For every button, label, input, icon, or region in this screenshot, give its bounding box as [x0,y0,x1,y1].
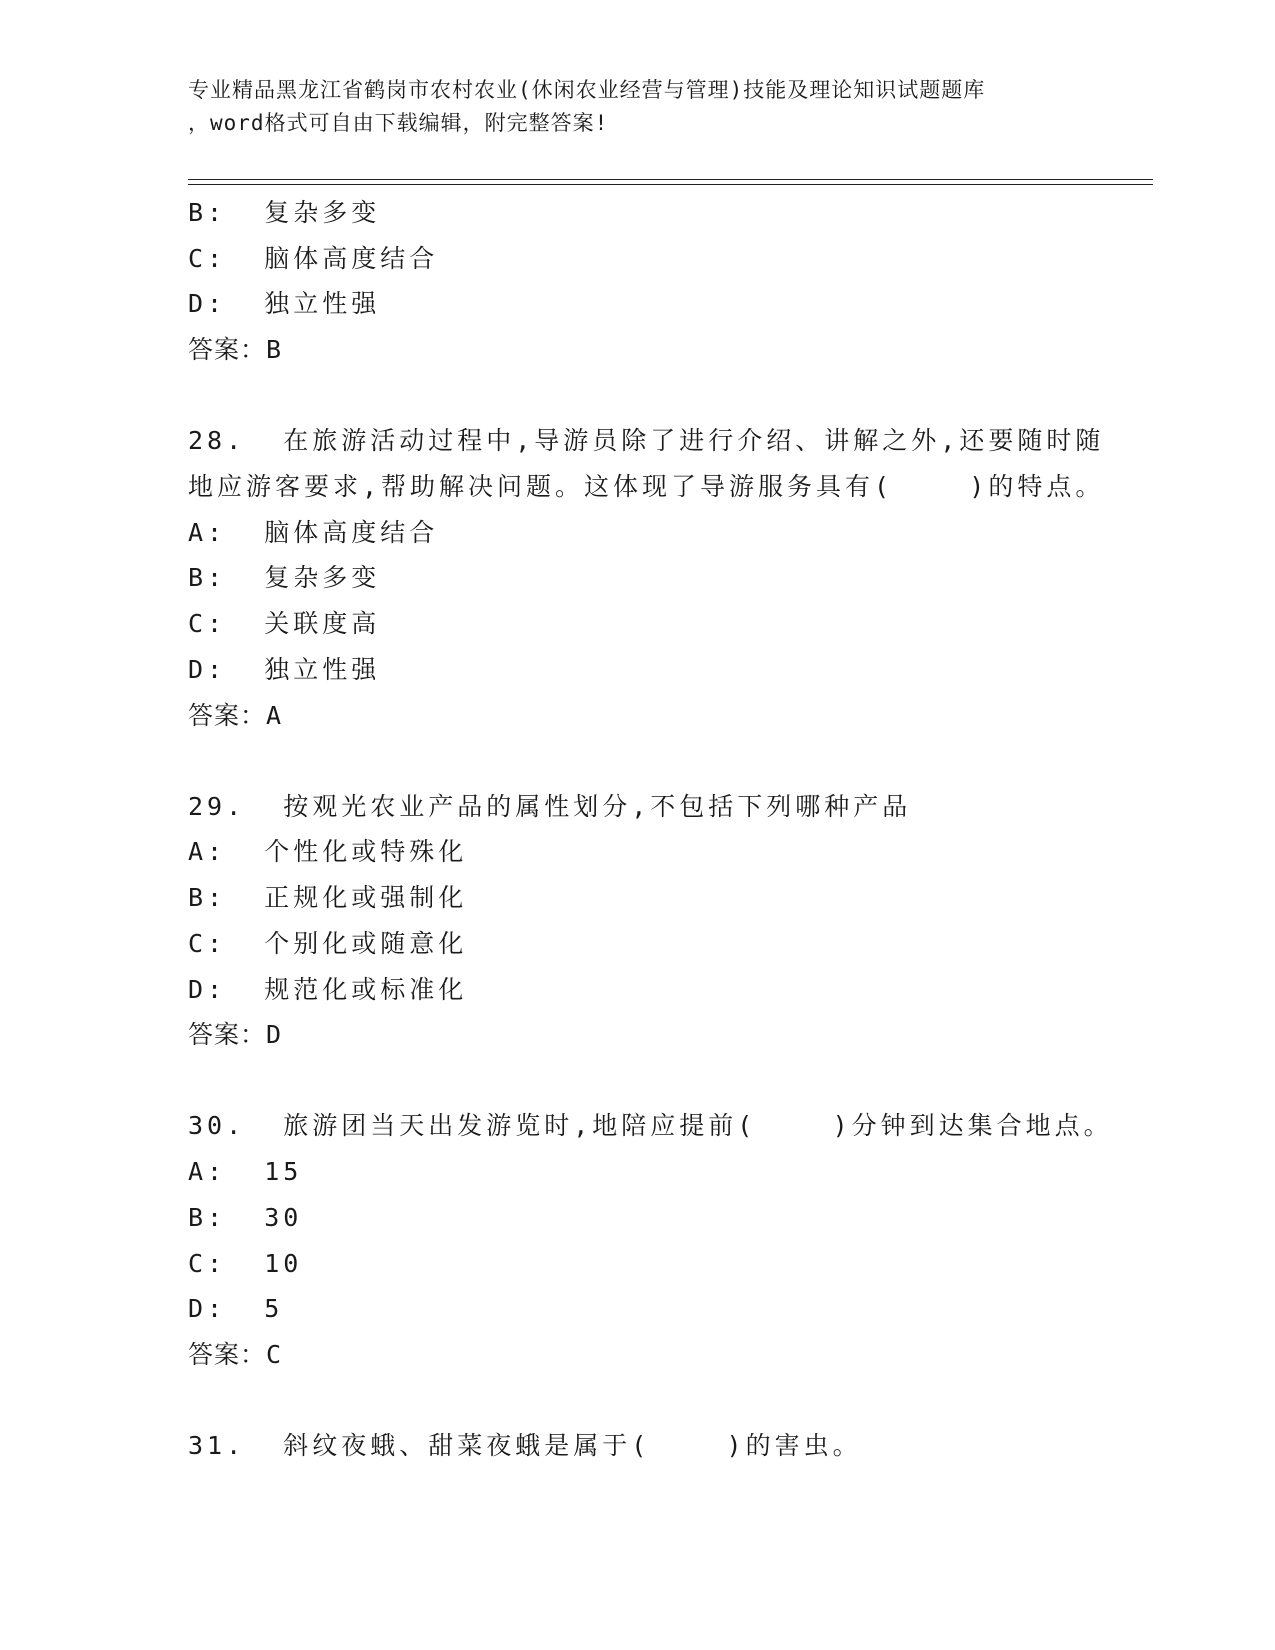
option-b: B: 正规化或强制化 [188,883,468,913]
question-stem: 31. 斜纹夜蛾、甜菜夜蛾是属于( )的害虫。 [188,1431,862,1461]
option-b: B: 30 [188,1202,303,1232]
option-c: C: 关联度高 [188,609,381,639]
question-block-29 [188,784,1153,1058]
answer-line: 答案：A [188,700,283,730]
document-header [188,74,1088,140]
spacer [188,738,1153,784]
header-title-line-2: ，word格式可自由下载编辑，附完整答案! [188,111,609,135]
option-c: C: 脑体高度结合 [188,243,439,273]
spacer [188,1058,1153,1104]
option-d: D: 独立性强 [188,654,381,684]
option-c: C: 10 [188,1248,303,1278]
option-d: D: 规范化或标准化 [188,974,468,1004]
answer-line: 答案：B [188,335,283,365]
question-stem: 30. 旅游团当天出发游览时,地陪应提前( )分钟到达集合地点。 [188,1111,1113,1141]
question-block-31 [188,1423,1153,1469]
answer-line: 答案：C [188,1339,283,1369]
option-a: A: 脑体高度结合 [188,517,439,547]
question-stem: 28. 在旅游活动过程中,导游员除了进行介绍、讲解之外,还要随时随 [188,426,1105,456]
question-stem: 地应游客要求,帮助解决问题。这体现了导游服务具有( )的特点。 [188,472,1105,502]
spacer [188,373,1153,419]
spacer [188,1378,1153,1424]
header-title-line-1: 专业精品黑龙江省鹤岗市农村农业(休闲农业经营与管理)技能及理论知识试题题库 [188,78,986,102]
question-stem: 29. 按观光农业产品的属性划分,不包括下列哪种产品 [188,791,912,821]
option-b: B: 复杂多变 [188,198,381,227]
header-double-rule [188,179,1153,185]
question-list [188,190,1153,1469]
option-a: A: 15 [188,1157,303,1187]
question-block-28 [188,418,1153,738]
option-b: B: 复杂多变 [188,563,381,593]
option-d: D: 5 [188,1294,284,1324]
option-c: C: 个别化或随意化 [188,928,468,958]
option-a: A: 个性化或特殊化 [188,837,468,867]
question-block-partial [188,190,1153,373]
option-d: D: 独立性强 [188,289,381,319]
question-block-30 [188,1103,1153,1377]
answer-line: 答案：D [188,1020,283,1050]
